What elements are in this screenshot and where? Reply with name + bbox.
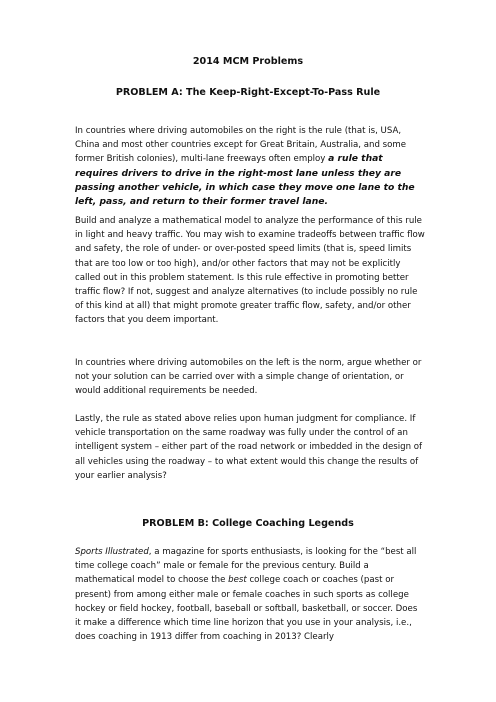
problem-a-paragraph-1 [75, 124, 425, 209]
problem-a-paragraph-2: Build and analyze a mathematical model to analyze the performance of this rule in light and heavy traffic. You may wish to examine tradeoffs between traffic flow and safety, the role of under- or over-posted speed limits (that is, speed limits that are too low or too high), and/or other factors that may not be explicitly called out in this problem statement. Is this rule effective in promoting better traffic flow? If not, suggest and analyze alternatives (to include possibly no rule of this kind at all) that might promote greater traffic flow, safety, and/or other factors that you deem important. [75, 216, 425, 326]
problem-a-p1-text: In countries where driving automobiles on the right is the rule (that is, USA, China and most other countries except for Great Britain, Australia, and some former British colonies), multi-lane freeways often employ [75, 126, 407, 165]
problem-a-paragraph-4: Lastly, the rule as stated above relies upon human judgment for compliance. If vehicle transportation on the same roadway was fully under the control of an intelligent system – either part of the road network or imbedded in the design of all vehicles using the roadway – to what extent would this change the results of your earlier analysis? [75, 414, 423, 481]
problem-a-heading: PROBLEM A: The Keep-Right-Except-To-Pass Rule [115, 87, 381, 98]
problem-a-paragraph-3: In countries where driving automobiles on the left is the norm, argue whether or not your solution can be carried over with a simple change of orientation, or would additional requirements be needed. [75, 358, 422, 397]
problem-b-text-2: college coach or coaches (past or present) from among either male or female coaches in such sports as college hockey or field hockey, football, baseball or softball, basketball, or soccer. Does it make a difference which time line horizon that you use in your analysis, i.e., does coaching in 1913 differ from coaching in 2013? Clearly [75, 575, 418, 643]
document-title: 2014 MCM Problems [192, 56, 304, 67]
problem-b-magazine-name: Sports Illustrated [75, 547, 149, 557]
problem-a-p1-emphasis: a rule that requires drivers to drive in the right-most lane unless they are passing another vehicle, in which case they move one lane to the left, pass, and return to their former travel lane. [75, 153, 415, 208]
problem-b-heading: PROBLEM B: College Coaching Legends [142, 518, 354, 529]
problem-b-paragraph-1 [75, 545, 425, 644]
problem-b-text-1: , a magazine for sports enthusiasts, is looking for the “best all time college coach” male or female for the previous century. Build a mathematical model to choose the [75, 547, 417, 586]
problem-b-best-word: best [228, 575, 247, 586]
